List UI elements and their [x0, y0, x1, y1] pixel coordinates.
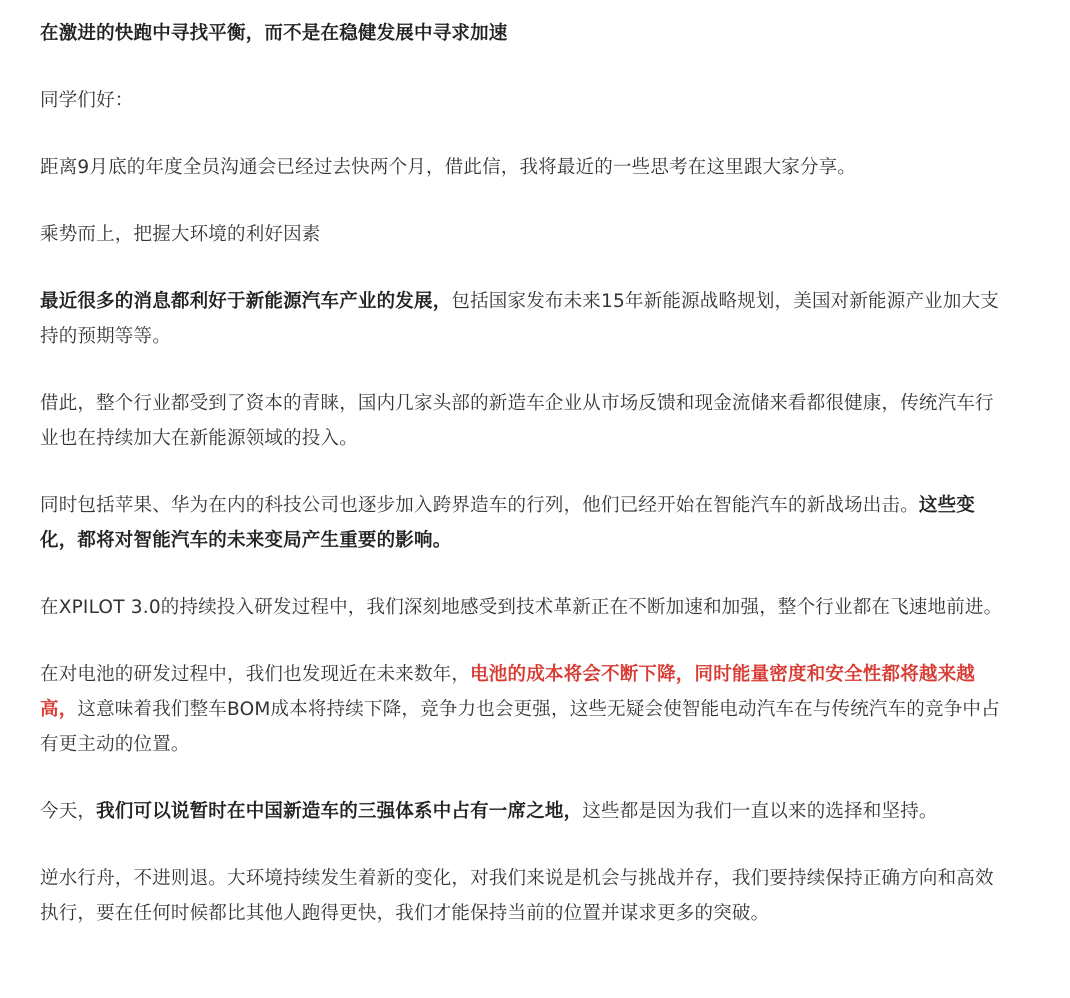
- paragraph-tech-companies: [40, 488, 1008, 558]
- paragraph-industry-news: [40, 284, 1008, 354]
- article-body: [40, 16, 1008, 963]
- paragraph-intro: 距离9月底的年度全员沟通会已经过去快两个月，借此信，我将最近的一些思考在这里跟大家分享。: [40, 157, 857, 178]
- bold-text: 我们可以说暂时在中国新造车的三强体系中占有一席之地，: [96, 801, 583, 822]
- body-text: 这些都是因为我们一直以来的选择和坚持。: [582, 801, 938, 822]
- paragraph-capital: 借此，整个行业都受到了资本的青睐，国内几家头部的新造车企业从市场反馈和现金流储来看都很健康，传统汽车行业也在持续加大在新能源领域的投入。: [40, 393, 994, 449]
- body-text: 同时包括苹果、华为在内的科技公司也逐步加入跨界造车的行列，他们已经开始在智能汽车的新战场出击。: [40, 495, 919, 516]
- body-text: 这意味着我们整车BOM成本将持续下降，竞争力也会更强，这些无疑会使智能电动汽车在与传统汽车的竞争中占有更主动的位置。: [40, 699, 1000, 755]
- paragraph-today: [40, 794, 1008, 829]
- paragraph-battery: [40, 657, 1008, 762]
- bold-text: 这些变化，都将对智能汽车的未来变局产生重要的影响。: [40, 495, 976, 551]
- greeting: 同学们好：: [40, 90, 134, 111]
- body-text: 今天，: [40, 801, 97, 822]
- paragraph-xpilot: 在XPILOT 3.0的持续投入研发过程中，我们深刻地感受到技术革新正在不断加速和加强，整个行业都在飞速地前进。: [40, 597, 1003, 618]
- body-text: 包括国家发布未来15年新能源战略规划，美国对新能源产业加大支持的预期等等。: [40, 291, 999, 347]
- section-heading: 乘势而上，把握大环境的利好因素: [40, 224, 321, 245]
- bold-text: 最近很多的消息都利好于新能源汽车产业的发展，: [40, 291, 452, 312]
- article-title: 在激进的快跑中寻找平衡，而不是在稳健发展中寻求加速: [40, 23, 508, 44]
- highlighted-red-text: 电池的成本将会不断下降，同时能量密度和安全性都将越来越高，: [40, 664, 976, 720]
- paragraph-closing: 逆水行舟，不进则退。大环境持续发生着新的变化，对我们来说是机会与挑战并存，我们要持续保持正确方向和高效执行，要在任何时候都比其他人跑得更快，我们才能保持当前的位置并谋求更多的突破。: [40, 868, 994, 924]
- body-text: 在对电池的研发过程中，我们也发现近在未来数年，: [40, 664, 471, 685]
